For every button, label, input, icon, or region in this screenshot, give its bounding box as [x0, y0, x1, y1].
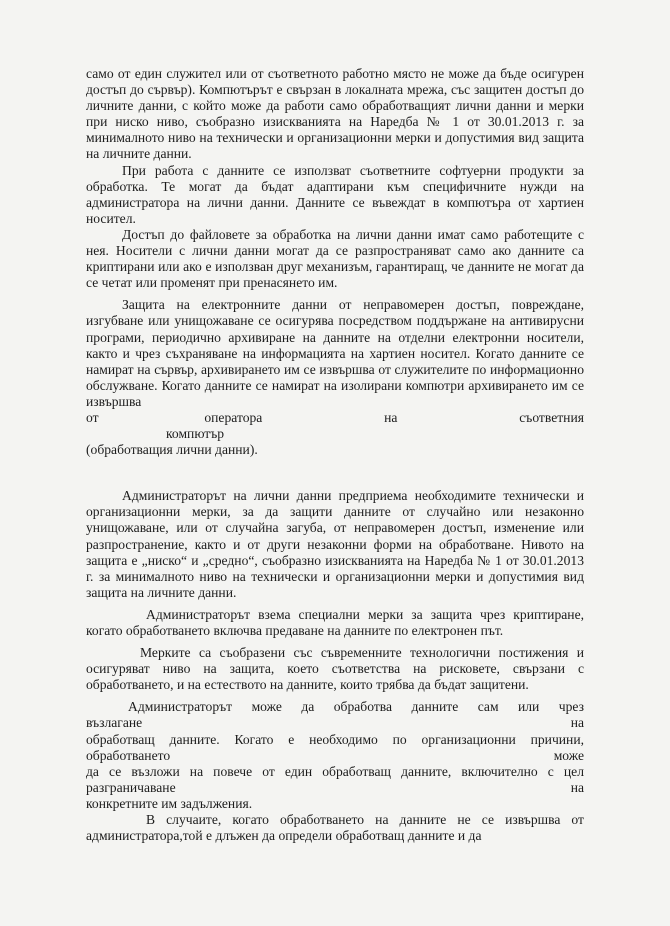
- delegation-line-1: Администраторът може да обработва данните сам или чрез: [128, 699, 584, 715]
- paragraph-file-access: Достъп до файловете за обработка на лични данни имат само работещите с нея. Носители с лични данни могат да се разпространяват само ако данните са криптирани или ако е използван друг механизъм, гарантиращ, че данните не могат да се четат или променят при пренасянето им.: [86, 226, 584, 291]
- paragraph-electronic-protection-text: Защита на електронните данни от неправомерен достъп, повреждане, изгубване или унищожаване се осигурява посредством поддържане на антивирусни програми, периодично архивиране на данните на отделни електронни носители, както и чрез съхраняване на информацията на хартиен носител. Когато данните се намират на сървър, архивирането им се извършва от служителите по информационно обслужване. Когато данните се намират на изолирани компютри архивирането им се извършва: [86, 297, 584, 409]
- delegation-word: на: [570, 715, 584, 731]
- paragraph-encryption: Администраторът взема специални мерки за защита чрез криптиране, когато обработването включва предаване на данните по електронен път.: [86, 606, 584, 638]
- spread-word: на: [384, 409, 398, 425]
- paragraph-administrator-measures: Администраторът на лични данни предприема необходимите технически и организационни мерки, за да защити данните от случайно или незаконно унищожаване, или от случайна загуба, от неправомерен достъп, изменение или разпространение, както и от други незаконни форми на обработване. Нивото на защита е „ниско“ и „средно“, съобразно изискванията на Наредба № 1 от 30.01.2013 г. за минималното ниво на технически и организационни мерки и допустимия вид защита на личните данни.: [86, 488, 584, 600]
- delegation-word: обработването: [86, 747, 171, 763]
- delegation-line-3: обработващ данните. Когато е необходимо по организационни причини,: [86, 731, 584, 747]
- paragraph-technology: Мерките са съобразени със съвременните технологични постижения и осигуряват ниво на защита, което съответства на рисковете, свързани с обработването, и на естеството на данните, които трябва да бъдат защитени.: [86, 645, 584, 693]
- delegation-line-7: конкретните им задължения.: [86, 795, 253, 811]
- delegation-line-6: [86, 780, 584, 796]
- delegation-line-5: да се възложи на повече от един обработващ данните, включително с цел: [86, 763, 584, 779]
- delegation-line-2: [86, 715, 584, 731]
- paragraph-server-access: само от един служител или от съответното работно място не може да бъде осигурен достъп до сървър). Компютърът е свързан в локалната мрежа, със защитен достъп до личните данни, с който може да работи само обработващият лични данни и мерки при ниско ниво, съобразно изискванията на Наредба № 1 от 30.01.2013 г. за минималното ниво на технически и организационни мерки и допустимия вид защита на личните данни.: [86, 66, 584, 162]
- paragraph-processor-assignment: В случаите, когато обработването на данните не се извършва от администратора,той е длъжен да определи обработващ данните и да: [86, 812, 584, 844]
- delegation-word: разграничаване: [86, 779, 176, 795]
- spread-word: съответния: [519, 409, 584, 425]
- delegation-line-4: [86, 748, 584, 764]
- spread-word: компютър: [166, 426, 225, 442]
- paragraph-software: При работа с данните се използват съответните софтуерни продукти за обработка. Те могат да бъдат адаптирани към специфичните нужди на администратора на лични данни. Данните се въвеждат в компютъра от хартиен носител.: [86, 162, 584, 226]
- paragraph-electronic-protection: [86, 297, 584, 458]
- spread-word: от: [86, 409, 99, 425]
- delegation-word: на: [570, 779, 584, 795]
- document-body: [86, 66, 584, 844]
- delegation-word: може: [553, 747, 584, 763]
- paragraph-electronic-protection-spread-line: [86, 410, 584, 442]
- paragraph-electronic-protection-end: (обработващия лични данни).: [86, 442, 258, 458]
- paragraph-delegation: [86, 699, 584, 812]
- spread-word: оператора: [204, 409, 263, 425]
- delegation-word: възлагане: [86, 715, 143, 731]
